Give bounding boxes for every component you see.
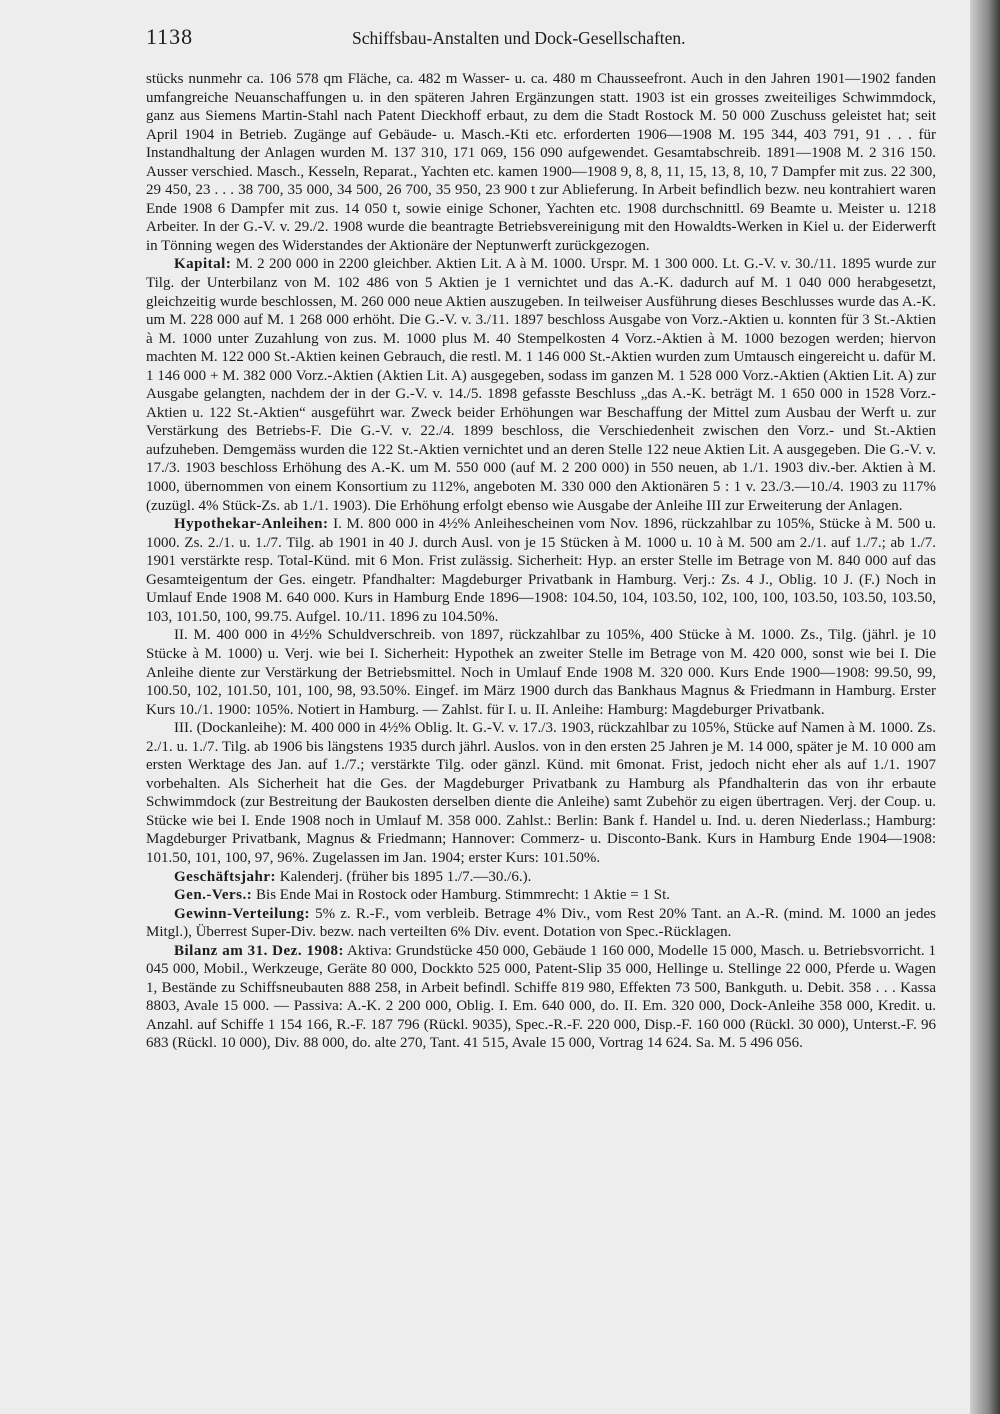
paragraph-text: 5% z. R.-F., vom verbleib. Betrage 4% Div., vom Rest 20% Tant. an A.-R. (mind. M. 1000 an jedes Mitgl.), Überrest Super-Div. bezw. nach verteilten 6% Div. event. Dotation von Spec.-Rücklagen. <box>146 905 936 941</box>
page-number: 1138 <box>146 24 194 49</box>
paragraph-gen-vers <box>146 886 936 905</box>
paragraph-bilanz <box>146 942 936 1053</box>
paragraph-label: Kapital: <box>174 256 232 273</box>
paragraph-label: Bilanz am 31. Dez. 1908: <box>174 942 344 959</box>
paragraph-kapital <box>146 255 936 515</box>
paragraph-label: Geschäftsjahr: <box>174 868 276 885</box>
paragraph-anleihe-iii <box>146 719 936 867</box>
paragraph-text: Kalenderj. (früher bis 1895 1./7.—30./6.). <box>279 868 532 885</box>
paragraph-geschaeftsjahr <box>146 868 936 887</box>
paragraph-label: Gen.-Vers.: <box>174 887 253 904</box>
page-edge-shadow <box>970 0 1000 1414</box>
paragraph-text: Aktiva: Grundstücke 450 000, Gebäude 1 160 000, Modelle 15 000, Masch. u. Betriebsvorricht. 1 045 000, Mobil., Werkzeuge, Geräte 80 000, Dockkto 525 000, Patent-Slip 35 000, Hellinge u. Stellinge 22 000, Pferde u. Wagen 1, Bestände zu Schiffsneubauten 888 258, in Arbeit befindl. Schiffe 819 980, Effekten 73 500, Bankguth. u. Debit. 358 . . . Kassa 8803, Avale 15 000. — Passiva: A.-K. 2 200 000, Oblig. I. Em. 640 000, do. II. Em. 320 000, Dock-Anleihe 358 000, Kredit. u. Anzahl. auf Schiffe 1 154 166, R.-F. 187 796 (Rückl. 9035), Spec.-R.-F. 220 000, Disp.-F. 160 000 (Rückl. 30 000), Unterst.-F. 96 683 (Rückl. 10 000), Div. 88 000, do. alte 270, Tant. 41 515, Avale 15 000, Vortrag 14 624. Sa. M. 5 496 056. <box>146 942 936 1052</box>
running-title: Schiffsbau-Anstalten und Dock-Gesellschaften. <box>352 28 686 48</box>
paragraph-text: stücks nunmehr ca. 106 578 qm Fläche, ca. 482 m Wasser- u. ca. 480 m Chausseefront. Auch in den Jahren 1901—1902 fanden umfangreiche Neuanschaffungen u. in den späteren Jahren Ergänzungen statt. 1903 ist ein grosses zweiteiliges Schwimmdock, ganz aus Siemens Martin-Stahl nach Patent Dieckhoff erbaut, zu dem die Stadt Rostock M. 50 000 Zuschuss geleistet hat; seit April 1904 in Betrieb. Zugänge auf Gebäude- u. Masch.-Kti etc. erforderten 1906—1908 M. 195 344, 403 791, 91 . . . für Instandhaltung der Anlagen wurden M. 137 310, 171 069, 156 090 aufgewendet. Gesamtabschreib. 1891—1908 M. 2 316 150. Ausser verschied. Masch., Kesseln, Reparat., Yachten etc. kamen 1900—1908 9, 8, 8, 11, 15, 13, 8, 10, 7 Dampfer mit zus. 22 300, 29 450, 23 . . . 38 700, 35 000, 34 500, 26 700, 35 950, 23 900 t zur Ablieferung. In Arbeit befindlich bezw. neu kontrahiert waren Ende 1908 6 Dampfer mit zus. 14 050 t, sowie einige Schoner, Yachten etc. 1908 durchschnittl. 69 Beamte u. Meister u. 1218 Arbeiter. In der G.-V. v. 29./2. 1908 wurde die beantragte Betriebsvereinigung mit den Howaldts-Werken in Kiel u. der Eiderwerft in Tönning wegen des Widerstandes der Aktionäre der Neptunwerft zurückgezogen. <box>146 71 936 254</box>
paragraph-text: Bis Ende Mai in Rostock oder Hamburg. Stimmrecht: 1 Aktie = 1 St. <box>256 887 671 904</box>
paragraph-history <box>146 70 936 255</box>
paragraph-label: Gewinn-Verteilung: <box>174 905 310 922</box>
paragraph-text: II. M. 400 000 in 4½% Schuldverschreib. von 1897, rückzahlbar zu 105%, 400 Stücke à M. 1000. Zs., Tilg. (jährl. je 10 Stücke à M. 1000) u. Verj. wie bei I. Sicherheit: Hypothek an zweiter Stelle im Betrage von M. 420 000, sonst wie bei I. Die Anleihe diente zur Verstärkung der Betriebsmittel. Noch in Umlauf Ende 1908 M. 320 000. Kurs Ende 1900—1908: 99.50, 99, 100.50, 102, 101.50, 101, 100, 98, 93.50%. Eingef. im März 1900 durch das Bankhaus Magnus & Friedmann in Hamburg. Erster Kurs 10./1. 1900: 105%. Notiert in Hamburg. — Zahlst. für I. u. II. Anleihe: Hamburg: Magdeburger Privatbank. <box>146 627 936 718</box>
body-text <box>146 70 936 1053</box>
paragraph-hypothekar-anleihen <box>146 515 936 626</box>
paragraph-gewinn-verteilung <box>146 905 936 942</box>
page-header <box>146 24 906 54</box>
paragraph-text: I. M. 800 000 in 4½% Anleihescheinen vom Nov. 1896, rückzahlbar zu 105%, Stücke à M. 500 u. 1000. Zs. 2./1. u. 1./7. Tilg. ab 1901 in 40 J. durch Ausl. von je 15 Stücken à M. 1000 u. 10 à M. 500 am 2./1. auf 1./7.; ab 1./7. 1901 verstärkte resp. Total-Künd. mit 6 Mon. Frist zulässig. Sicherheit: Hyp. an erster Stelle im Betrage von M. 840 000 auf das Gesamteigentum der Ges. eingetr. Pfandhalter: Magdeburger Privatbank in Hamburg. Verj.: Zs. 4 J., Oblig. 10 J. (F.) Noch in Umlauf Ende 1908 M. 640 000. Kurs in Hamburg Ende 1896—1908: 104.50, 104, 103.50, 102, 100, 100, 103.50, 103.50, 103.50, 103, 101.50, 100, 99.75. Aufgel. 10./11. 1896 zu 104.50%. <box>146 516 937 625</box>
paragraph-label: Hypothekar-Anleihen: <box>174 516 329 533</box>
paragraph-anleihe-ii <box>146 626 936 719</box>
paragraph-text: M. 2 200 000 in 2200 gleichber. Aktien Lit. A à M. 1000. Urspr. M. 1 300 000. Lt. G.-V. v. 30./11. 1895 wurde zur Tilg. der Unterbilanz von M. 102 486 von 5 Aktien je 1 vernichtet und das A.-K. dadurch auf M. 1 040 000 herabgesetzt, gleichzeitig wurde beschlossen, M. 260 000 neue Aktien auszugeben. In teilweiser Ausführung dieses Beschlusses wurde das A.-K. um M. 228 000 auf M. 1 268 000 erhöht. Die G.-V. v. 3./11. 1897 beschloss Ausgabe von Vorz.-Aktien u. konnten für 3 St.-Aktien à M. 1000 unter Zuzahlung von zus. M. 1000 plus M. 40 Stempelkosten 4 Vorz.-Aktien à M. 1000 bezogen werden; hiervon machten M. 122 000 St.-Aktien keinen Gebrauch, die restl. M. 1 146 000 St.-Aktien wurden zum Umtausch eingereicht u. dafür M. 1 146 000 + M. 382 000 Vorz.-Aktien (Aktien Lit. A) ausgegeben, sodass im ganzen M. 1 528 000 Vorz.-Aktien (Aktien Lit. A) zur Ausgabe gelangten, nachdem der in der G.-V. v. 14./5. 1898 gefasste Beschluss „das A.-K. beträgt M. 1 650 000 in 1528 Vorz.-Aktien u. 122 St.-Aktien“ ausgeführt war. Zweck beider Erhöhungen war Beschaffung der Mittel zum Ausbau der Werft u. zur Verstärkung des Betriebs-F. Die G.-V. v. 22./4. 1899 beschloss, die Verschiedenheit zwischen den Vorz.- und St.-Aktien aufzuheben. Demgemäss wurden die 122 St.-Aktien vernichtet und an deren Stelle 122 neue Aktien Lit. A ausgegeben. Die G.-V. v. 17./3. 1903 beschloss Erhöhung des A.-K. um M. 550 000 (auf M. 2 200 000) in 550 neuen, ab 1./1. 1903 div.-ber. Aktien à M. 1000, übernommen von einem Konsortium zu 112%, angeboten M. 330 000 den Aktionären 5 : 1 v. 23./3.—10./4. 1903 zu 117% (zuzügl. 4% Stück-Zs. ab 1./1. 1903). Die Erhöhung erfolgt ebenso wie Ausgabe der Anleihe III zur Erweiterung der Anlagen. <box>146 256 937 514</box>
paragraph-text: III. (Dockanleihe): M. 400 000 in 4½% Oblig. lt. G.-V. v. 17./3. 1903, rückzahlbar zu 105%, Stücke auf Namen à M. 1000. Zs. 2./1. u. 1./7. Tilg. ab 1906 bis längstens 1935 durch jährl. Auslos. von in den ersten 25 Jahren je M. 14 000, später je M. 10 000 am ersten Werktage des Jan. auf 1./7.; verstärkte Tilg. oder gänzl. Künd. mit 6monat. Frist, jedoch nicht eher als auf 1./1. 1907 vorbehalten. Als Sicherheit hat die Ges. der Magdeburger Privatbank zu Hamburg als Pfandhalterin das von ihr erbaute Schwimmdock (zur Bestreitung der Baukosten derselben diente die Anleihe) samt Zubehör zu eigen übertragen. Verj. der Coup. u. Stücke wie bei I. Ende 1908 noch in Umlauf M. 358 000. Zahlst.: Berlin: Bank f. Handel u. Ind. u. deren Niederlass.; Hamburg: Magdeburger Privatbank, Magnus & Friedmann; Hannover: Commerz- u. Disconto-Bank. Kurs in Hamburg Ende 1904—1908: 101.50, 101, 100, 97, 96%. Zugelassen im Jan. 1904; erster Kurs: 101.50%. <box>146 720 936 866</box>
